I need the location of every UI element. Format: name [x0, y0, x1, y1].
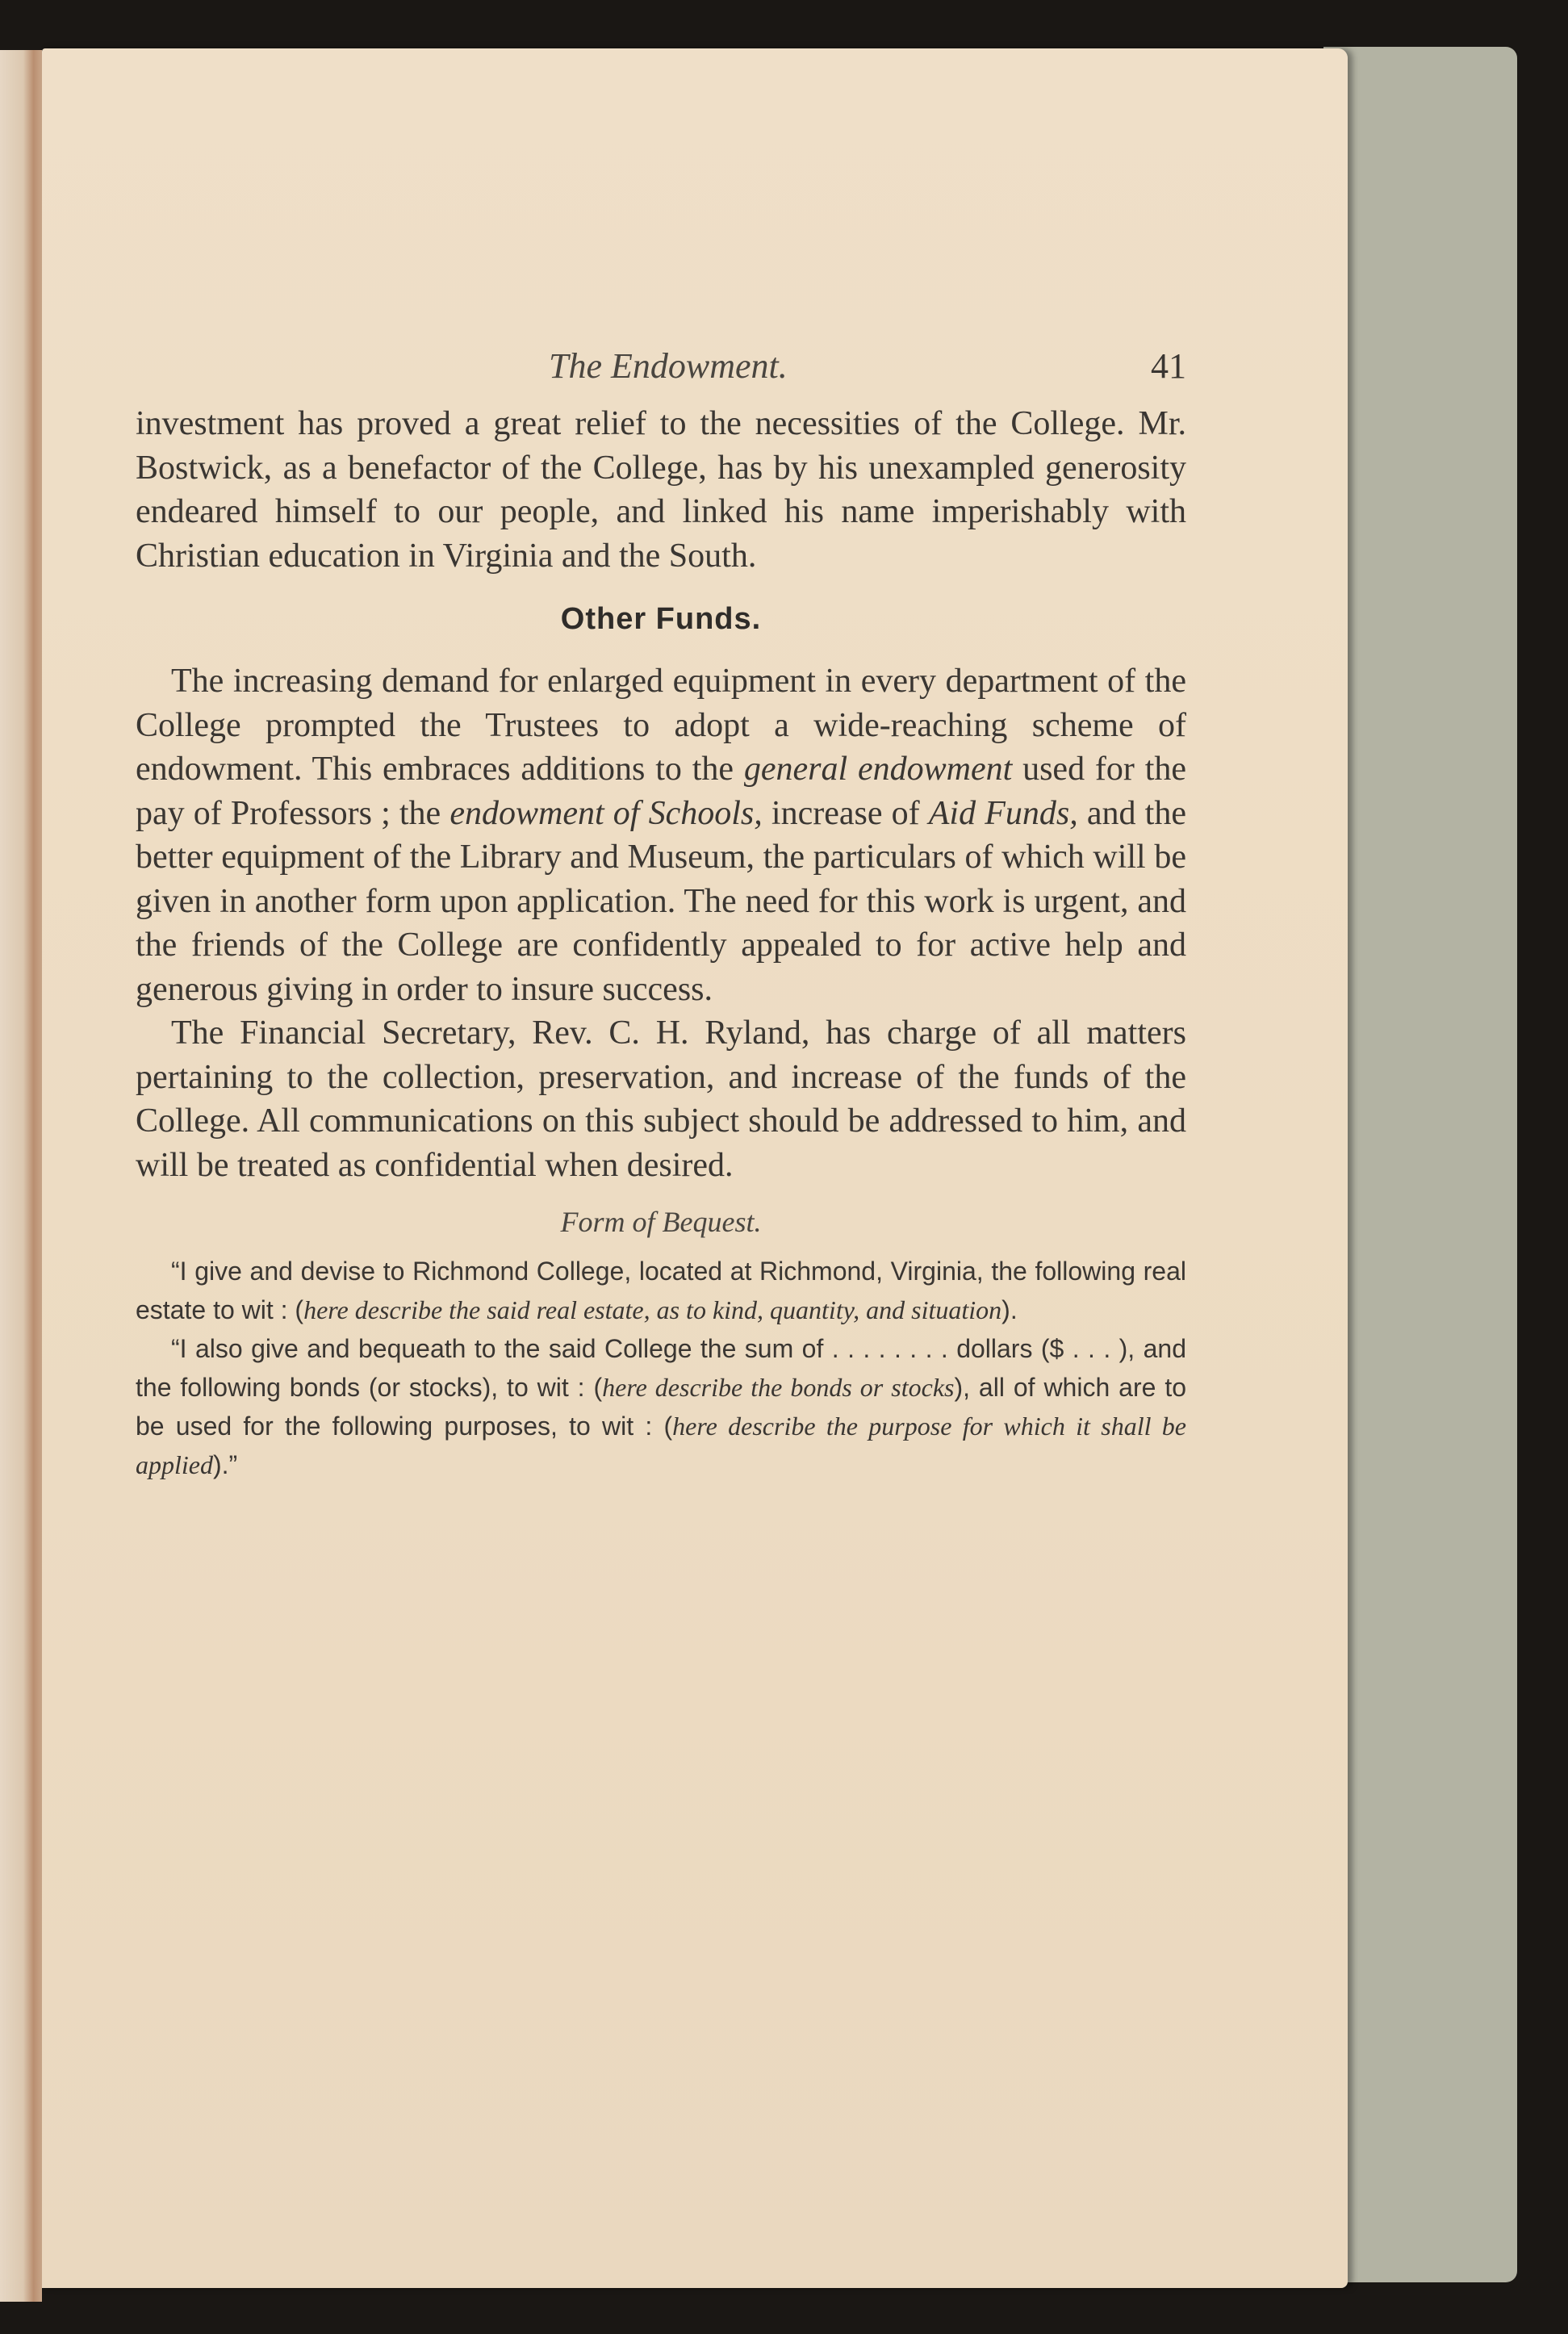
- text-run: “I also give and bequeath to the said College the sum of . . . . . . . . dollars ($ . . . ), and the following bonds (or stocks), to wit : (: [136, 1334, 1186, 1402]
- paragraph-continuation: investment has proved a great relief to the necessities of the College. Mr. Bostwick, as a benefactor of the College, has by his unexampled generosity endeared himself to our people, and linked his name imperishably with Christian education in Virginia and the South.: [136, 405, 1186, 575]
- text-run: ), all of which are to be used for the following purposes, to wit : (: [136, 1373, 1187, 1441]
- italic-run: here describe the bonds or stocks: [602, 1373, 955, 1402]
- text-run: increase of: [762, 794, 929, 832]
- text-run: ).”: [212, 1450, 238, 1479]
- text-run: and the better equipment of the Library and Museum, the particulars of which will be given in another form upon application. The need for this work is urgent, and the friends of the College are confidently appealed to for active help and generous giving in order to insure success.: [136, 794, 1186, 1008]
- paragraph-endowment-scheme: [136, 659, 1186, 1011]
- text-run: The increasing demand for enlarged equipment in every department of the College prompted the Trustees to adopt a wide-reaching scheme of endowment. This embraces additions to the: [136, 663, 1186, 788]
- section-heading-other-funds: Other Funds.: [560, 602, 762, 636]
- backing-board: [1323, 47, 1517, 2282]
- text-run: ).: [1001, 1295, 1018, 1324]
- paragraph-financial-secretary: The Financial Secretary, Rev. C. H. Ryland, has charge of all matters pertaining to the collection, preservation, and increase of the funds of the College. All communications on this subject should be addressed to him, and will be treated as confidential when desired.: [136, 1014, 1186, 1184]
- bequest-real-estate: [136, 1252, 1186, 1329]
- bequest-sum-and-bonds: [136, 1329, 1186, 1484]
- running-title: The Endowment.: [549, 346, 788, 386]
- page-number: 41: [1151, 346, 1186, 386]
- running-head: [136, 345, 1186, 402]
- text-block: [136, 345, 1186, 1484]
- book-page: [42, 48, 1348, 2288]
- text-run: used for the pay of Professors ; the: [136, 751, 1187, 832]
- italic-run: here describe the said real estate, as to kind, quantity, and situation: [303, 1295, 1002, 1324]
- bequest-text: [136, 1252, 1186, 1484]
- italic-run: general endowment: [743, 751, 1013, 788]
- left-page-edge: [0, 50, 42, 2302]
- italic-run: here describe the purpose for which it shall be applied: [136, 1412, 1187, 1479]
- italic-run: endowment of Schools,: [449, 794, 763, 832]
- italic-run: Aid Funds,: [928, 794, 1078, 832]
- form-of-bequest-heading: Form of Bequest.: [560, 1206, 762, 1238]
- body-text: [136, 402, 1186, 1187]
- text-run: “I give and devise to Richmond College, located at Richmond, Virginia, the following real estate to wit : (: [136, 1257, 1186, 1324]
